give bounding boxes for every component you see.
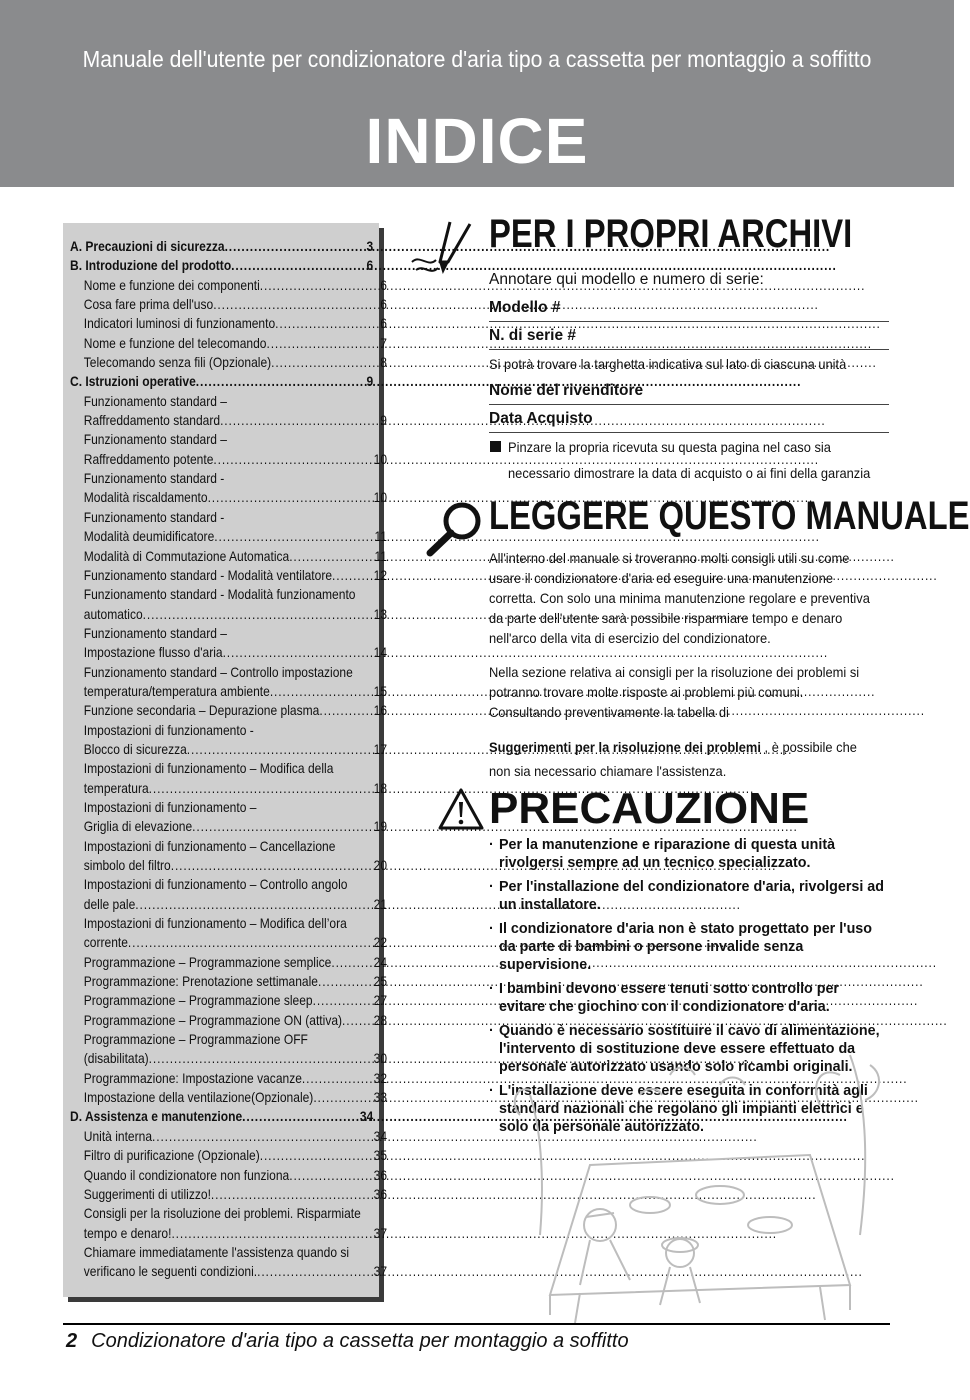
toc-item-title: Griglia di elevazione xyxy=(83,818,193,835)
toc-item xyxy=(70,411,387,430)
toc-page-number: 35 xyxy=(373,1147,388,1164)
page-header xyxy=(0,0,954,187)
toc-item xyxy=(70,1224,387,1243)
read-paragraph-3 xyxy=(489,735,875,783)
toc-section xyxy=(70,256,373,275)
toc-item-title: automatico xyxy=(83,605,143,622)
toc-item-title: Modalità riscaldamento xyxy=(83,489,208,506)
toc-page-number: 17 xyxy=(373,740,388,757)
toc-item xyxy=(70,740,387,759)
toc-item xyxy=(70,953,387,972)
toc-item-title: Programmazione – Programmazione ON (attiva) xyxy=(83,1011,343,1028)
toc-leader-dots xyxy=(223,643,374,662)
records-note: Si potrà trovare la targhetta indicativa sul lato di ciascuna unità xyxy=(489,356,847,372)
toc-item xyxy=(70,353,387,372)
purchase-date-field: Data Acquisto xyxy=(489,410,889,433)
toc-leader-dots xyxy=(128,933,374,952)
toc-item xyxy=(70,817,387,836)
toc-leader-dots xyxy=(149,779,374,798)
pen-icon xyxy=(410,218,480,280)
toc-section xyxy=(70,1107,373,1126)
toc-item xyxy=(70,972,387,991)
toc-item xyxy=(70,1262,387,1281)
toc-page-number: 34 xyxy=(359,1108,374,1125)
toc-item-title: Nome e funzione dei componenti xyxy=(83,276,260,293)
caution-item: · Quando è necessario sostituire il cavo di alimentazione, l'intervento di sostituzione deve essere effettuato da personale autorizzato usando solo ricambi originali. xyxy=(489,1022,889,1076)
toc-page-number: 37 xyxy=(373,1263,388,1280)
toc-leader-dots xyxy=(266,334,380,353)
toc-page-number: 6 xyxy=(366,257,374,274)
toc-leader-dots xyxy=(313,991,374,1010)
toc-item-title: C. Istruzioni operative xyxy=(70,373,196,390)
toc-leader-dots xyxy=(271,353,380,372)
read-manual-title: LEGGERE QUESTO MANUALE xyxy=(489,494,970,538)
caution-item: · I bambini devono essere tenuti sotto controllo per evitare che giochino con il condizionatore d'aria. xyxy=(489,980,889,1016)
toc-item-title: verificano le seguenti condizioni. xyxy=(83,1263,258,1280)
toc-item xyxy=(70,547,387,566)
toc-page-number: 11 xyxy=(374,547,388,564)
toc-item-title: delle pale xyxy=(83,895,136,912)
toc-page-number: 6 xyxy=(380,315,388,332)
toc-leader-dots xyxy=(342,1011,374,1030)
toc-item-title: Suggerimenti di utilizzo! xyxy=(83,1185,211,1202)
toc-leader-dots xyxy=(196,372,367,391)
read-paragraph-3-rest: , è possibile che non sia necessario chiamare l'assistenza. xyxy=(489,739,857,779)
toc-continuation-line: Funzionamento standard - xyxy=(83,470,225,487)
toc-leader-dots xyxy=(242,1107,360,1126)
toc-page-number: 36 xyxy=(373,1166,388,1183)
toc-item xyxy=(70,1185,387,1204)
toc-page-number: 20 xyxy=(373,857,388,873)
toc-leader-dots xyxy=(331,953,373,972)
toc-leader-dots xyxy=(270,682,374,701)
toc-item-title: Unità interna xyxy=(83,1127,153,1144)
toc-continuation-line: Impostazioni di funzionamento – Modifica della xyxy=(83,760,334,777)
receipt-note-line1: Pinzare la propria ricevuta su questa pagina nel caso sia xyxy=(508,439,831,455)
toc-page-number: 10 xyxy=(373,489,388,506)
toc-item xyxy=(70,1166,387,1185)
toc-continuation-line: Impostazioni di funzionamento – Cancellazione xyxy=(83,837,336,854)
toc-page-number: 9 xyxy=(380,412,388,429)
toc-leader-dots xyxy=(171,1224,373,1243)
toc-leader-dots xyxy=(302,1069,374,1088)
square-bullet-icon xyxy=(490,441,501,452)
toc-item xyxy=(70,701,387,720)
toc-page-number: 8 xyxy=(380,354,388,371)
toc-page-number: 32 xyxy=(373,1069,388,1086)
toc-page-number: 36 xyxy=(373,1185,388,1202)
serial-field: N. di serie # xyxy=(489,327,889,350)
toc-leader-dots xyxy=(152,1127,374,1146)
people-at-table-illustration xyxy=(520,1035,890,1325)
toc-item xyxy=(70,1127,387,1146)
toc-item-title: Raffreddamento standard xyxy=(83,412,221,429)
manual-subtitle: Manuale dell'utente per condizionatore d'aria tipo a cassetta per montaggio a soffitto xyxy=(82,46,872,72)
toc-continuation-line: Impostazioni di funzionamento - xyxy=(83,721,254,738)
toc-leader-dots xyxy=(318,972,374,991)
toc-item xyxy=(70,334,387,353)
toc-leader-dots xyxy=(289,547,374,566)
caution-item: · Per la manutenzione e riparazione di questa unità rivolgersi sempre ad un tecnico specializzato. xyxy=(489,836,889,872)
toc-page-number: 30 xyxy=(373,1050,388,1067)
toc-item xyxy=(70,991,387,1010)
toc-page-number: 18 xyxy=(373,779,388,796)
toc-continuation-line: Funzionamento standard – xyxy=(83,392,228,409)
receipt-note-line2: necessario dimostrare la data di acquisto o ai fini della garanzia xyxy=(508,465,871,481)
toc-item-title: simbolo del filtro xyxy=(83,857,171,873)
toc-item xyxy=(70,450,387,469)
toc-item xyxy=(70,895,387,914)
toc-item-title: Programmazione: Prenotazione settimanale xyxy=(83,973,319,990)
toc-item-title: corrente xyxy=(83,934,128,951)
toc-item-title: Modalità deumidificatore xyxy=(83,528,215,545)
toc-leader-dots xyxy=(213,295,380,314)
toc-continuation-line: Funzionamento standard - Modalità funzionamento xyxy=(83,586,356,603)
toc-item xyxy=(70,779,387,798)
toc-item-title: Blocco di sicurezza xyxy=(83,740,187,757)
toc-item-title: Programmazione: Impostazione vacanze xyxy=(83,1069,302,1086)
toc-item-title: Telecomando senza fili (Opzionale) xyxy=(83,354,272,371)
toc-page-number: 22 xyxy=(373,934,388,951)
toc-item xyxy=(70,566,387,585)
troubleshooting-reference: Suggerimenti per la risoluzione dei problemi xyxy=(489,739,761,755)
toc-leader-dots xyxy=(257,1262,374,1281)
toc-item-title: Modalità di Commutazione Automatica xyxy=(83,547,290,564)
toc-page-number: 13 xyxy=(373,605,388,622)
toc-item xyxy=(70,295,387,314)
toc-page-number: 3 xyxy=(366,238,374,254)
toc-leader-dots xyxy=(260,1146,374,1165)
toc-item-title: Programmazione – Programmazione semplice xyxy=(83,953,332,970)
read-paragraph-2: Nella sezione relativa ai consigli per la risoluzione dei problemi si potranno trovare molte risposte ai problemi più comuni. Consultando preventivamente la tabella di xyxy=(489,664,860,720)
toc-page-number: 6 xyxy=(380,276,388,293)
warning-icon xyxy=(438,788,484,830)
toc-item xyxy=(70,1011,387,1030)
toc-item-title: Raffreddamento potente xyxy=(83,450,214,467)
page-number: 2 xyxy=(66,1330,78,1352)
caution-item: · L'installazione deve essere eseguita in conformità agli standard nazionali che regolano gli impianti elettrici e solo da personale autorizzato. xyxy=(489,1082,889,1136)
toc-leader-dots xyxy=(192,817,373,836)
toc-item-title: Programmazione – Programmazione sleep xyxy=(83,992,313,1009)
page-title: INDICE xyxy=(365,105,589,177)
toc-item xyxy=(70,1088,387,1107)
footer-rule xyxy=(63,1323,890,1325)
toc-page-number: 15 xyxy=(373,682,388,699)
model-field: Modello # xyxy=(489,299,889,322)
toc-item xyxy=(70,488,387,507)
toc-page-number: 7 xyxy=(380,334,388,351)
toc-item-title: B. Introduzione del prodotto xyxy=(70,257,232,274)
toc-leader-dots xyxy=(208,488,374,507)
toc-item-title: Cosa fare prima dell'uso xyxy=(83,296,214,313)
toc-page-number: 10 xyxy=(373,450,388,467)
toc-page-number: 12 xyxy=(373,566,388,583)
toc-continuation-line: Impostazioni di funzionamento – Modifica dell’ora xyxy=(83,915,347,932)
toc-leader-dots xyxy=(149,1049,374,1068)
toc-item xyxy=(70,314,387,333)
toc-item-title: temperatura xyxy=(83,779,149,796)
toc-leader-dots xyxy=(187,740,374,759)
caution-item: · Il condizionatore d'aria non è stato progettato per l'uso da parte di bambini o persone invalide senza supervisione. xyxy=(489,920,889,974)
toc-item xyxy=(70,933,387,952)
toc-leader-dots xyxy=(231,256,366,275)
dealer-field: Nome del rivenditore xyxy=(489,382,889,405)
toc-page-number: 27 xyxy=(373,992,388,1009)
toc-continuation-line: Chiamare immediatamente l'assistenza quando si xyxy=(83,1243,350,1260)
toc-item xyxy=(70,605,387,624)
toc-item-title: Filtro di purificazione (Opzionale) xyxy=(83,1147,260,1164)
toc-continuation-line: Impostazioni di funzionamento – Controllo angolo xyxy=(83,876,348,893)
table-of-contents xyxy=(63,223,388,1297)
toc-item-title: Impostazione della ventilazione(Opzionale) xyxy=(83,1089,314,1106)
toc-leader-dots xyxy=(225,237,367,256)
caution-item: · Per l'installazione del condizionatore d'aria, rivolgersi ad un installatore. xyxy=(489,878,889,914)
toc-continuation-line: Funzionamento standard – xyxy=(83,624,228,641)
toc-leader-dots xyxy=(211,1185,374,1204)
toc-page-number: 21 xyxy=(373,895,388,912)
toc-item-title: Nome e funzione del telecomando xyxy=(83,334,267,351)
toc-continuation-line: Impostazioni di funzionamento – xyxy=(83,798,257,815)
toc-page-number: 37 xyxy=(373,1224,388,1241)
toc-item-title: D. Assistenza e manutenzione xyxy=(70,1108,243,1125)
records-title: PER I PROPRI ARCHIVI xyxy=(489,212,853,256)
toc-section xyxy=(70,372,373,391)
toc-page-number: 33 xyxy=(373,1089,388,1106)
toc-item xyxy=(70,682,387,701)
toc-leader-dots xyxy=(143,605,374,624)
toc-leader-dots xyxy=(319,701,373,720)
toc-item xyxy=(70,643,387,662)
toc-item-title: Quando il condizionatore non funziona xyxy=(83,1166,290,1183)
records-intro: Annotare qui modello e numero di serie: xyxy=(489,271,764,288)
toc-item-title: (disabilitata) xyxy=(83,1050,149,1067)
toc-page-number: 6 xyxy=(380,296,388,313)
toc-item-title: Funzionamento standard - Modalità ventilatore xyxy=(83,566,333,583)
toc-page-number: 34 xyxy=(373,1127,388,1144)
toc-page-number: 19 xyxy=(373,818,388,835)
toc-continuation-line: Funzionamento standard - xyxy=(83,508,225,525)
toc-item-title: Indicatori luminosi di funzionamento xyxy=(83,315,276,332)
toc-item xyxy=(70,1146,387,1165)
toc-item-title: Funzione secondaria – Depurazione plasma xyxy=(83,702,320,719)
toc-leader-dots xyxy=(289,1166,373,1185)
toc-item xyxy=(70,276,387,295)
toc-continuation-line: Consigli per la risoluzione dei problemi. Risparmiate xyxy=(83,1205,361,1222)
toc-item xyxy=(70,527,387,546)
toc-page-number: 11 xyxy=(374,528,388,545)
toc-page-number: 24 xyxy=(373,953,388,970)
caution-title: PRECAUZIONE xyxy=(489,784,810,833)
toc-leader-dots xyxy=(214,527,374,546)
footer-text: Condizionatore d'aria tipo a cassetta per montaggio a soffitto xyxy=(91,1330,629,1352)
read-paragraph-1: All'interno del manuale si troveranno molti consigli utili su come usare il condizionatore d'aria ed eseguire una manutenzione corretta. Con solo una minima manutenzione regolare e preventiva da parte dell'utente sarà possibile risparmiare tempo e denaro nell'arco della vita di esercizio del condizionatore. xyxy=(489,550,870,646)
toc-page-number: 9 xyxy=(366,373,374,390)
toc-page-number: 16 xyxy=(373,702,388,719)
toc-continuation-line: Funzionamento standard – Controllo impostazione xyxy=(83,663,353,680)
toc-leader-dots xyxy=(275,314,380,333)
toc-leader-dots xyxy=(213,450,373,469)
toc-item-title: Impostazione flusso d'aria xyxy=(83,644,223,661)
toc-continuation-line: Programmazione – Programmazione OFF xyxy=(83,1031,308,1048)
toc-leader-dots xyxy=(260,276,381,295)
toc-leader-dots xyxy=(313,1088,373,1107)
toc-item-title: tempo e denaro! xyxy=(83,1224,172,1241)
toc-item xyxy=(70,856,387,875)
toc-item-title: A. Precauzioni di sicurezza xyxy=(70,238,225,254)
toc-page-number: 25 xyxy=(373,973,388,990)
toc-section xyxy=(70,237,373,256)
toc-item-title: temperatura/temperatura ambiente xyxy=(83,682,270,699)
toc-leader-dots xyxy=(220,411,380,430)
toc-leader-dots xyxy=(332,566,374,585)
magnifier-icon xyxy=(424,500,484,558)
toc-page-number: 28 xyxy=(373,1011,388,1028)
page-footer xyxy=(66,1330,629,1353)
toc-leader-dots xyxy=(135,895,373,914)
toc-continuation-line: Funzionamento standard – xyxy=(83,431,228,448)
toc-page-number: 14 xyxy=(373,644,388,661)
toc-item xyxy=(70,1049,387,1068)
toc-leader-dots xyxy=(171,856,374,875)
toc-item xyxy=(70,1069,387,1088)
